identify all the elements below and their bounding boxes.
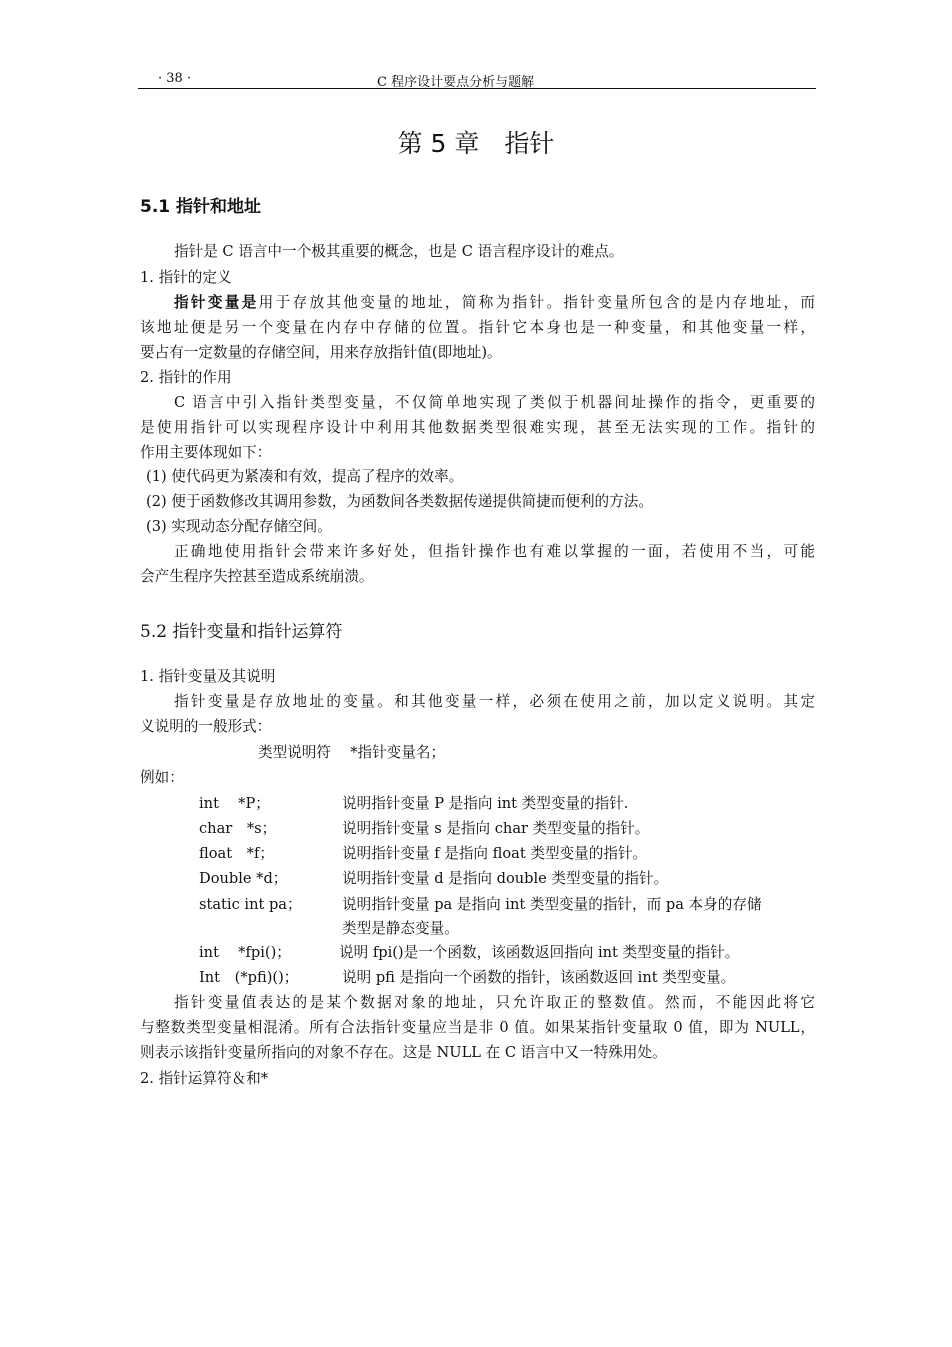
definition-line-2: 该地址便是另一个变量在内存中存储的位置。指针它本身也是一种变量，和其他变量一样， [140,319,815,336]
role-point-3: (3) 实现动态分配存储空间。 [146,518,332,535]
header-rule [138,88,816,89]
definition-line-1-text: 用于存放其他变量的地址，简称为指针。指针变量所包含的是内存地址，而 [258,294,815,311]
role-line-2: 是使用指针可以实现程序设计中利用其他数据类型很难实现，甚至无法实现的工作。指针的 [140,419,815,436]
intro-paragraph: 指针是 C 语言中一个极其重要的概念，也是 C 语言程序设计的难点。 [174,243,624,260]
example-desc: 说明指针变量 s 是指向 char 类型变量的指针。 [342,820,650,837]
definition-line-3: 要占有一定数量的存储空间，用来存放指针值(即地址)。 [140,344,502,361]
value-line-1: 指针变量值表达的是某个数据对象的地址，只允许取正的整数值。然而，不能因此将它 [174,994,815,1011]
caution-line-2: 会产生程序失控甚至造成系统崩溃。 [140,568,374,585]
subheading-pointer-definition: 1. 指针的定义 [140,269,232,286]
example-desc: 说明指针变量 d 是指向 double 类型变量的指针。 [342,870,669,887]
chapter-title: 第 5 章 指针 [397,129,555,158]
example-code: Double *d； [199,870,288,887]
value-line-3: 则表示该指针变量所指向的对象不存在。这是 NULL 在 C 语言中又一特殊用处。 [140,1044,667,1061]
section-heading-5-1: 5.1 指针和地址 [140,197,262,217]
running-title: C 程序设计要点分析与题解 [377,75,535,90]
role-point-2: (2) 便于函数修改其调用参数，为函数间各类数据传递提供简捷而便利的方法。 [146,493,653,510]
caution-line-1: 正确地使用指针会带来许多好处，但指针操作也有难以掌握的一面，若使用不当，可能 [174,543,815,560]
example-code: static int pa； [199,896,302,913]
section-heading-5-2: 5.2 指针变量和指针运算符 [140,622,343,642]
role-point-1: (1) 使代码更为紧凑和有效，提高了程序的效率。 [146,468,464,485]
variable-desc-line-1: 指针变量是存放地址的变量。和其他变量一样，必须在使用之前，加以定义说明。其定 [174,693,815,710]
variable-desc-line-2: 义说明的一般形式： [140,718,272,735]
role-line-1: C 语言中引入指针类型变量，不仅简单地实现了类似于机器间址操作的指令，更重要的 [174,394,815,411]
example-desc-continuation: 类型是静态变量。 [342,920,459,937]
subheading-pointer-role: 2. 指针的作用 [140,369,232,386]
example-code: char *s； [199,820,277,837]
value-line-2: 与整数类型变量相混淆。所有合法指针变量应当是非 0 值。如果某指针变量取 0 值，即为 NULL， [140,1019,815,1036]
example-code: float *f； [199,845,274,862]
example-desc: 说明指针变量 pa 是指向 int 类型变量的指针，而 pa 本身的存储 [342,896,762,913]
example-desc: 说明指针变量 P 是指向 int 类型变量的指针. [342,795,629,812]
definition-line-1 [174,292,815,314]
page-number: · 38 · [158,71,192,86]
subheading-pointer-variable: 1. 指针变量及其说明 [140,668,276,685]
subheading-pointer-operators: 2. 指针运算符＆和* [140,1070,269,1087]
page-header [138,68,816,88]
example-code: int *fpi()； [199,944,291,961]
declaration-form: 类型说明符 *指针变量名； [258,744,446,761]
example-desc: 说明 pfi 是指向一个函数的指针，该函数返回 int 类型变量。 [342,969,736,986]
example-label: 例如： [140,769,184,786]
example-code: int *P； [199,795,270,812]
example-code: Int (*pfi)()； [199,969,299,986]
role-line-3: 作用主要体现如下： [140,444,272,461]
example-desc: 说明 fpi()是一个函数，该函数返回指向 int 类型变量的指针。 [339,944,740,961]
definition-term: 指针变量是 [174,294,259,311]
example-desc: 说明指针变量 f 是指向 float 类型变量的指针。 [342,845,648,862]
